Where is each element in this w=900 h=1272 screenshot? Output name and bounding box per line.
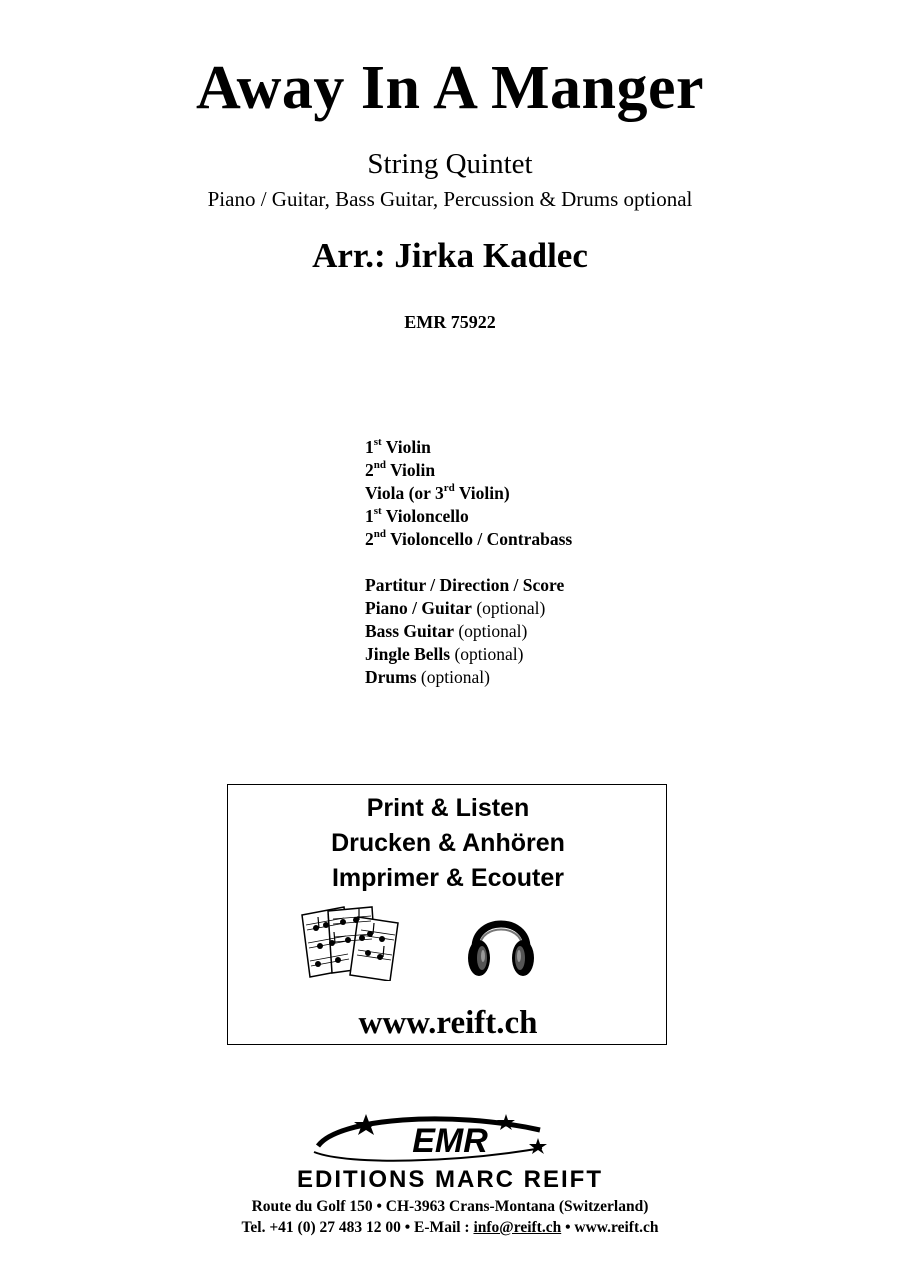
list-item: Jingle Bells (optional) xyxy=(365,644,524,664)
list-item: Piano / Guitar (optional) xyxy=(365,598,546,618)
list-item: Viola (or 3rd Violin) xyxy=(365,482,510,503)
instrumentation-line: Piano / Guitar, Bass Guitar, Percussion & Drums optional xyxy=(207,187,693,211)
promo-line-english: Print & Listen xyxy=(366,794,530,822)
promo-line-french: Imprimer & Ecouter xyxy=(331,864,564,892)
publisher-contact xyxy=(0,1218,900,1238)
catalog-number: EMR 75922 xyxy=(404,312,496,332)
string-parts-list xyxy=(365,436,572,551)
website-link[interactable]: www.reift.ch xyxy=(358,1005,538,1041)
emr-logo-text: EMR xyxy=(412,1122,488,1160)
print-listen-box xyxy=(227,784,667,1045)
publisher-address: Route du Golf 150 • CH-3963 Crans-Montana (Switzerland) xyxy=(251,1198,649,1215)
arranger: Arr.: Jirka Kadlec xyxy=(312,236,588,275)
sheet-music-icon xyxy=(298,903,410,986)
email-link[interactable]: info@reift.ch xyxy=(473,1219,562,1236)
subtitle: String Quintet xyxy=(367,148,533,180)
list-item: 2nd Violoncello / Contrabass xyxy=(365,528,573,549)
list-item: 1st Violin xyxy=(365,436,431,457)
headphones-icon xyxy=(465,906,537,985)
list-item: 2nd Violin xyxy=(365,459,436,480)
list-item: 1st Violoncello xyxy=(365,505,469,526)
contact-tel: Tel. +41 (0) 27 483 12 00 • E-Mail : xyxy=(241,1219,474,1236)
promo-line-german: Drucken & Anhören xyxy=(331,829,565,857)
list-item: Bass Guitar (optional) xyxy=(365,621,528,641)
list-item: Drums (optional) xyxy=(365,667,490,687)
extra-parts-list xyxy=(365,574,564,689)
emr-logo xyxy=(310,1110,590,1171)
list-item: Partitur / Direction / Score xyxy=(365,575,565,595)
publisher-name: EDITIONS MARC REIFT xyxy=(297,1166,603,1193)
page-title: Away In A Manger xyxy=(195,54,705,122)
contact-web: • www.reift.ch xyxy=(561,1219,659,1236)
